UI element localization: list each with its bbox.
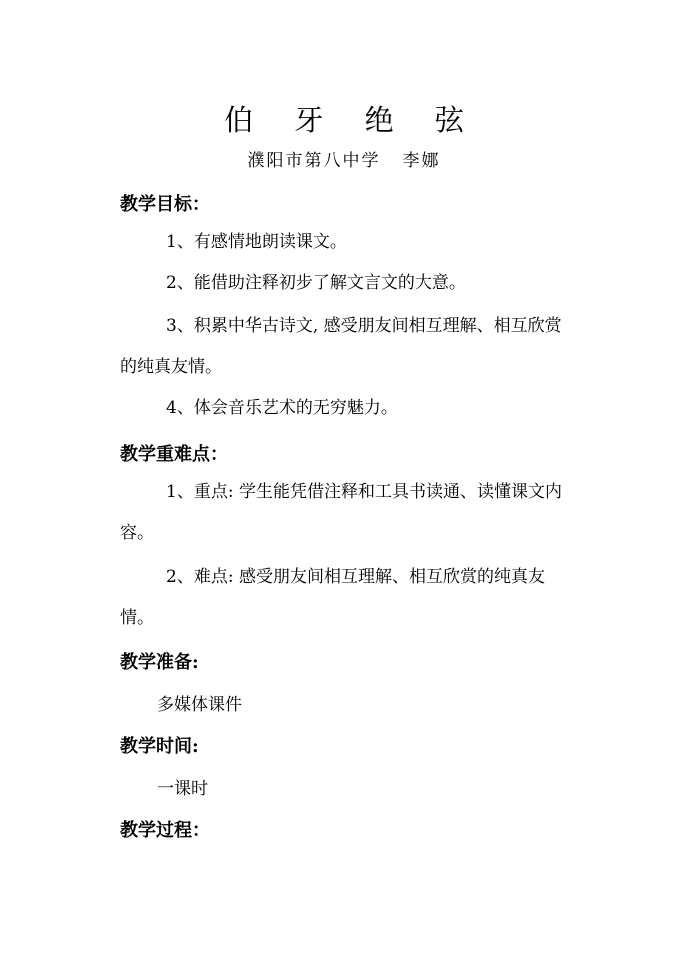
author-line (0, 146, 688, 171)
goal-item-4: 4、体会音乐艺术的无穷魅力。 (166, 398, 398, 418)
goal-item-1: 1、有感情地朗读课文。 (166, 232, 347, 252)
goals-heading: 教学目标： (120, 194, 210, 215)
preparation-heading: 教学准备: (120, 652, 199, 673)
key-point-item-2: 2、难点: 感受朋友间相互理解、相互欣赏的纯真友情。 (120, 567, 545, 628)
time-content: 一课时 (157, 779, 208, 799)
goal-item-3: 3、积累中华古诗文, 感受朋友间相互理解、相互欣赏的纯真友情。 (120, 316, 562, 377)
time-heading: 教学时间: (120, 736, 199, 757)
preparation-content: 多媒体课件 (157, 695, 242, 715)
author-school: 濮阳市第八中学 (247, 151, 381, 171)
author-name: 李娜 (402, 151, 441, 171)
goal-item-2: 2、能借助注释初步了解文言文的大意。 (166, 273, 466, 293)
key-point-item-1: 1、重点: 学生能凭借注释和工具书读通、读懂课文内容。 (120, 482, 562, 543)
process-heading: 教学过程： (120, 820, 210, 841)
document-title: 伯 牙 绝 弦 (224, 103, 480, 137)
key-points-heading: 教学重难点： (120, 444, 228, 465)
